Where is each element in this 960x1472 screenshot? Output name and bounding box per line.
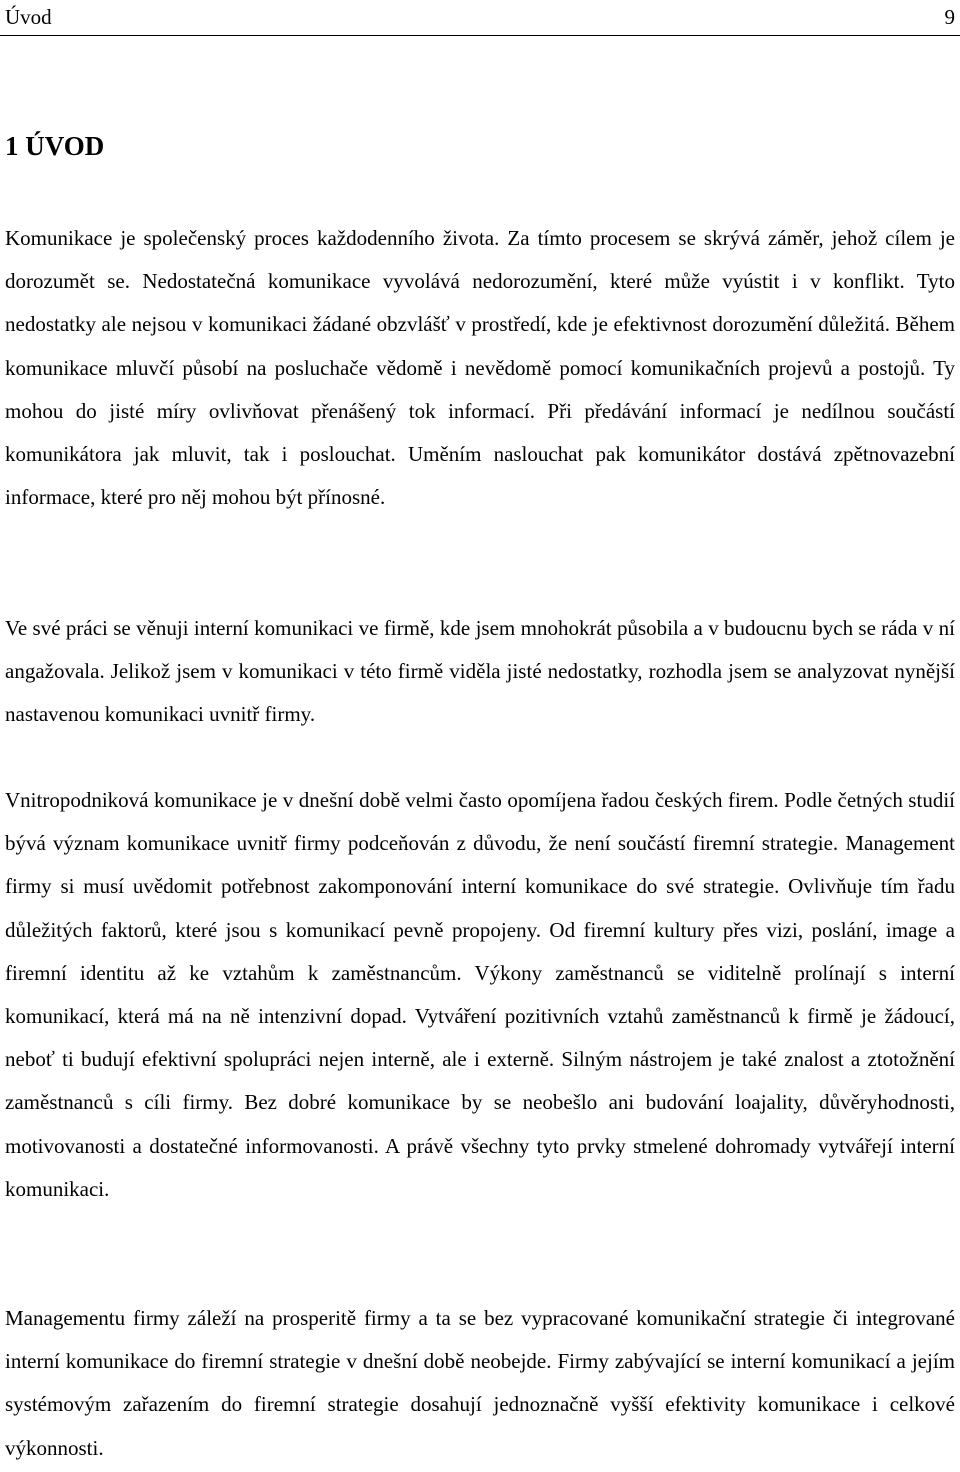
chapter-heading: 1 ÚVOD xyxy=(5,131,105,161)
header-divider xyxy=(0,35,960,36)
body-paragraph-1: Komunikace je společenský proces každodenního života. Za tímto procesem se skrývá záměr, jehož cílem je dorozumět se. Nedostatečná komunikace vyvolává nedorozumění, které může vyústit i v konflikt. Tyto nedostatky ale nejsou v komunikaci žádané obzvlášť v prostředí, kde je efektivnost dorozumění důležitá. Během komunikace mluvčí působí na posluchače vědomě i nevědomě pomocí komunikačních projevů a postojů. Ty mohou do jisté míry ovlivňovat přenášený tok informací. Při předávání informací je nedílnou součástí komunikátora jak mluvit, tak i poslouchat. Uměním naslouchat pak komunikátor dostává zpětnovazební informace, které pro něj mohou být přínosné. xyxy=(5,226,955,510)
body-paragraph-2: Ve své práci se věnuji interní komunikaci ve firmě, kde jsem mnohokrát působila a v budoucnu bych se ráda v ní angažovala. Jelikož jsem v komunikaci v této firmě viděla jisté nedostatky, rozhodla jsem se analyzovat nynější nastavenou komunikaci uvnitř firmy. xyxy=(5,616,955,727)
running-header xyxy=(5,3,955,33)
page-number: 9 xyxy=(944,5,955,29)
body-paragraph-4: Managementu firmy záleží na prosperitě firmy a ta se bez vypracované komunikační strategie či integrované interní komunikace do firemní strategie v dnešní době neobejde. Firmy zabývající se interní komunikací a jejím systémovým zařazením do firemní strategie dosahují jednoznačně vyšší efektivity komunikace i celkové výkonnosti. xyxy=(5,1306,955,1460)
running-header-title: Úvod xyxy=(5,5,52,29)
body-paragraph-3: Vnitropodniková komunikace je v dnešní době velmi často opomíjena řadou českých firem. Podle četných studií bývá význam komunikace uvnitř firmy podceňován z důvodu, že není součástí firemní strategie. Management firmy si musí uvědomit potřebnost zakomponování interní komunikace do své strategie. Ovlivňuje tím řadu důležitých faktorů, které jsou s komunikací pevně propojeny. Od firemní kultury přes vizi, poslání, image a firemní identitu až ke vztahům k zaměstnancům. Výkony zaměstnanců se viditelně prolínají s interní komunikací, která má na ně intenzivní dopad. Vytváření pozitivních vztahů zaměstnanců k firmě je žádoucí, neboť ti budují efektivní spolupráci nejen interně, ale i externě. Silným nástrojem je také znalost a ztotožnění zaměstnanců s cíli firmy. Bez dobré komunikace by se neobešlo ani budování loajality, důvěryhodnosti, motivovanosti a dostatečné informovanosti. A právě všechny tyto prvky stmelené dohromady vytvářejí interní komunikaci. xyxy=(5,788,955,1201)
